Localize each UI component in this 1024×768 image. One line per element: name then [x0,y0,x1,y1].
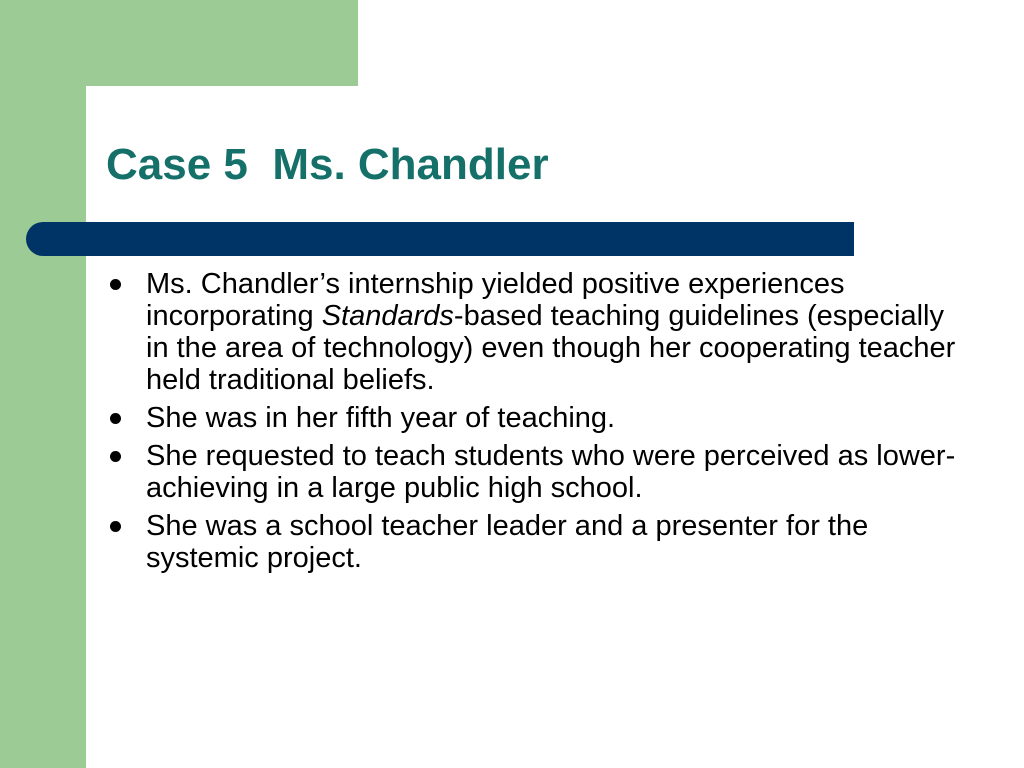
bullet-dot-icon [110,521,121,532]
green-side-band [0,0,86,768]
bullet-text-part: She was in her fifth year of teaching. [146,402,616,434]
bullet-list [106,268,966,580]
bullet-text-part: She requested to teach students who were perceived as lower-achieving in a large public high school. [146,440,956,504]
bullet-item [106,440,966,504]
slide-title: Case 5 Ms. Chandler [106,140,549,189]
bullet-item [106,268,966,396]
bullet-dot-icon [110,451,121,462]
bullet-item [106,510,966,574]
bullet-dot-icon [110,279,121,290]
bullet-text-italic: Standards [321,300,454,332]
bullet-text [146,510,868,574]
bullet-dot-icon [110,413,121,424]
title-underline-bar [26,222,854,256]
bullet-text [146,440,955,504]
bullet-item [106,402,966,434]
bullet-text-part: Ms. Chandler’s internship yielded positive experiences incorporating [146,268,845,332]
bullet-text [146,268,955,396]
green-top-band [0,0,358,86]
bullet-text-part: She was a school teacher leader and a presenter for the systemic project. [146,510,869,574]
bullet-text [146,402,615,434]
bullet-text-part: -based teaching guidelines (especially in the area of technology) even though her cooperating teacher held traditional beliefs. [146,300,956,396]
